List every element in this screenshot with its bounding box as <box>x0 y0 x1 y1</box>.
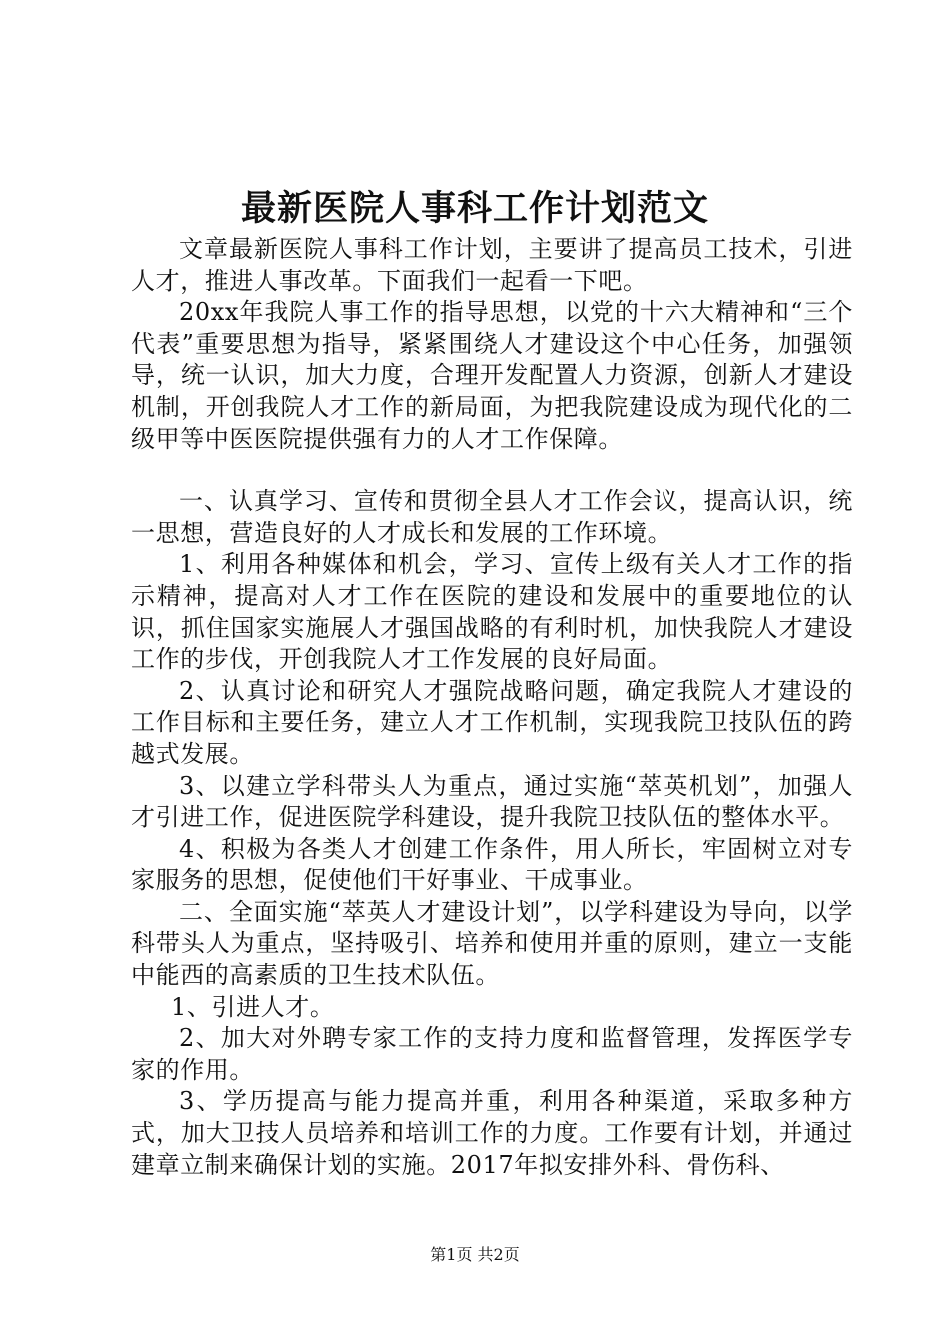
paragraph-sub-3: 3、学历提高与能力提高并重，利用各种渠道，采取多种方式，加大卫技人员培养和培训工作的力度。工作要有计划，并通过建章立制来确保计划的实施。2017年拟安排外科、骨伤科、 <box>131 1087 853 1179</box>
paragraph-intro: 文章最新医院人事科工作计划，主要讲了提高员工技术，引进人才，推进人事改革。下面我们一起看一下吧。 <box>131 235 853 295</box>
paragraph-item-4: 4、积极为各类人才创建工作条件，用人所长，牢固树立对专家服务的思想，促使他们干好事业、干成事业。 <box>131 834 853 895</box>
paragraph-guiding-thought: 20xx年我院人事工作的指导思想，以党的十六大精神和“三个代表”重要思想为指导，紧紧围绕人才建设这个中心任务，加强领导，统一认识，加大力度，合理开发配置人力资源，创新人才建设机制，开创我院人才工作的新局面，为把我院建设成为现代化的二级甲等中医医院提供强有力的人才工作保障。 <box>131 298 853 453</box>
paragraph-sub-1: 1、引进人才。 <box>171 992 335 1021</box>
paragraph-section-one: 一、认真学习、宣传和贯彻全县人才工作会议，提高认识，统一思想，营造良好的人才成长和发展的工作环境。 <box>131 487 853 547</box>
paragraph-section-two: 二、全面实施“萃英人才建设计划”，以学科建设为导向，以学科带头人为重点，坚持吸引、培养和使用并重的原则，建立一支能中能西的高素质的卫生技术队伍。 <box>131 897 853 990</box>
paragraph-sub-2: 2、加大对外聘专家工作的支持力度和监督管理，发挥医学专家的作用。 <box>131 1024 853 1084</box>
paragraph-item-2: 2、认真讨论和研究人才强院战略问题，确定我院人才建设的工作目标和主要任务，建立人才工作机制，实现我院卫技队伍的跨越式发展。 <box>131 676 853 768</box>
paragraph-item-3: 3、以建立学科带头人为重点，通过实施“萃英机划”，加强人才引进工作，促进医院学科建设，提升我院卫技队伍的整体水平。 <box>131 771 853 832</box>
page-footer: 第1页 共2页 <box>430 1245 520 1264</box>
document-body <box>131 234 853 1181</box>
paragraph-item-1: 1、利用各种媒体和机会，学习、宣传上级有关人才工作的指示精神，提高对人才工作在医院的建设和发展中的重要地位的认识，抓住国家实施展人才强国战略的有利时机，加快我院人才建设工作的步伐，开创我院人才工作发展的良好局面。 <box>131 550 853 674</box>
document-title: 最新医院人事科工作计划范文 <box>240 188 709 229</box>
